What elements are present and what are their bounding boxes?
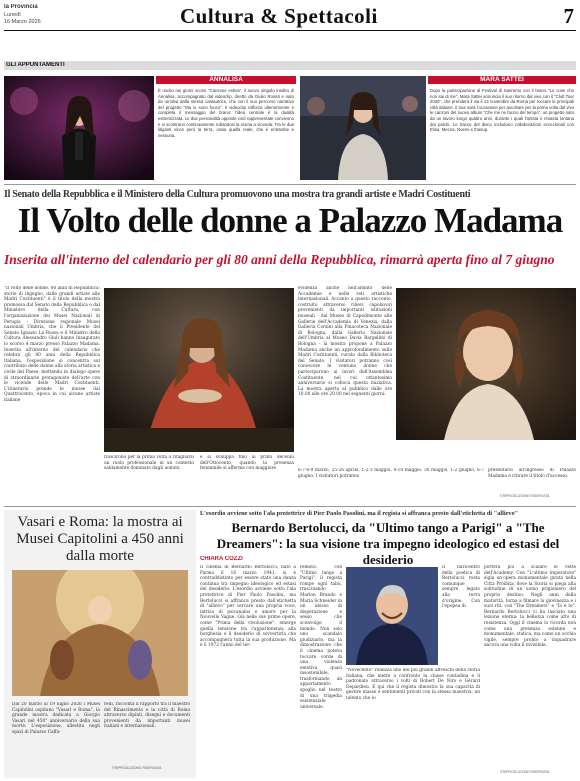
portrait-painting — [396, 288, 576, 440]
rule-mid — [4, 506, 576, 507]
annalisa-tag: ANNALISA — [156, 76, 296, 84]
bertolucci-col3a: Il baricentro della poetica di Bertolucci resta comunque sempre legato alla terra d'origine. Con l'epopea di — [442, 565, 480, 610]
vasari-col1: Dal 20 marzo al 19 luglio 2026 i Musei Capitolini ospitano "Vasari e Roma", la grande mostra dedicata a Giorgio Vasari nel 450° anniversario della sua morte. L'esposizione, allestita negli spazi di Palazzo Caffa- — [12, 702, 100, 735]
main-col1: "Il volto delle donne. 80 anni di Repubblica: storie di ingegno, dalle grandi artiste alle Madri Costituenti" è il titolo della mostra promossa dal Senato della Repubblica e dal Ministero della Cultura, con l'organizzazione dei Musei Nazionali di Perugia - Direzione regionale Musei nazionali Umbria, che il Presidente del Senato Ignazio La Russa e il Ministro della Cultura Alessandro Giuli hanno inaugurato lo scorso 4 marzo presso Palazzo Madama. Inserita all'interno del calendario che celebra gli 80 anni della Repubblica Italiana, l'esposizione si concentra sul contributo delle donne alla storia artistica e civile del Paese, mettendo in dialogo opere di straordinarie protagoniste dell'arte con le vicende delle Madri Costituenti. L'itinerario prende le mosse dal Quattrocento, epoca in cui alcune artiste italiane — [4, 286, 100, 403]
bertolucci-col1: Il cinema di Bernardo Bertolucci, nato a Parma il 16 marzo 1941, si è contraddistinto per essere stato una danza continua tra impegno ideologico ed estasi del desiderio. L'esordio avviene sotto l'ala protettrice di Pier Paolo Pasolini, ma Bertolucci si affranca presto dall'etichetta di "allievo" per cercare una propria voce, intrisa di psicanalisi e amore per la Nouvelle Vague. Già nelle sue prime opere, come "Prima della rivoluzione", emerge quella tensione tra l'appartenenza alla borghesia e il desiderio di sovvertirla che accompagnerà tutta la sua produzione. Ma è il 1972 l'anno del ter- — [200, 565, 296, 649]
main-col2a: riuscirono per la prima volta a ritagliarsi un ruolo professionale in un contesto saldamente dominato dagli uomini, — [104, 455, 194, 472]
magdalene-painting — [104, 288, 294, 452]
bertolucci-photo — [346, 567, 438, 665]
vasari-credit: ©RIPRODUZIONE RISERVATA — [112, 766, 162, 770]
main-subhead: Inserita all'interno del calendario per gli 80 anni della Repubblica, rimarrà aperta fino al 7 giugno — [4, 252, 555, 267]
masthead-rule — [4, 30, 576, 31]
page-number: 7 — [563, 4, 574, 28]
main-col2b: e si sviluppa fino ai primi decenni dell'Ottocento, quando la presenza femminile si afferma con maggiore — [200, 455, 294, 472]
masthead-date: 16 Marzo 2026 — [4, 19, 41, 25]
main-credit: ©RIPRODUZIONE RISERVATA — [500, 494, 550, 498]
agenda-label: GLI APPUNTAMENTI — [6, 62, 65, 68]
masthead-day: Lunedì — [4, 12, 21, 18]
bertolucci-col2: remoto: con "Ultimo tango a Parigi", il regista rompe ogni tabù, trascinando Marlon Brando e Maria Schneider in un abisso di disperazione e sesso che sconvolge il mondo. Non solo uno scandalo giudiziario, ma la dimostrazione che il cinema poteva toccare corde di una violenza emotiva quasi insostenibile, trasformando un appartamento spoglio nel teatro di una tragedia esistenziale universale. — [300, 565, 342, 710]
main-kicker: Il Senato della Repubblica e il Ministero della Cultura promuovono una mostra tra grandi artiste e Madri Costituenti — [4, 189, 471, 200]
bertolucci-col4: porterà poi a scalare le vette dell'Academy. Con "L'ultimo imperatore" sigla un'opera monumentale girata nella Città Proibita, dove la Storia si piega alla solitudine di un uomo prigioniero del proprio destino. Negli anni della maturità, torna a filmare la giovinezza e i suoi riti, con "The Dreamers" e "Io e te". Bernardo Bertolucci ci ha lasciato una lezione eterna: la bellezza come atto di resistenza. Oggi il cinema lo ricorda non come una presenza solenne e monumentale, statica, ma come un occhio vigile, sempre pronto a inquadrare ancora una volta il invisibile. — [484, 565, 576, 649]
mara-photo — [300, 76, 426, 180]
main-col3: evidenza anche nell'ambito delle Accademie e nelle reti artistiche internazionali. Accanto a questo racconto, costruito attraverso rilievi capolavori provenienti da importanti istituzioni museali - dal Museo di Capodimonte alle Gallerie dell'Accademia di Venezia, dalla Galleria Corsini alla Pinacoteca Nazionale di Bologna, dalla Galleria Nazionale dell'Umbria al Museo Davia Bargellini di Bologna - la mostra propone a Palazzo Madama anche un approfondimento sulle Madri Costituenti, curato dalla Biblioteca del Senato. I visitatori potranno così conoscere le ventuno donne che parteciparono ai lavori dell'Assemblea Costituente, nel cui ottantesimo anniversario si colloca questa iniziativa. La mostra aperta al pubblico dalle ore 10.00 alle ore 20.00 nei seguenti giorni: — [298, 286, 392, 398]
annalisa-photo — [4, 76, 154, 180]
main-col5: presentarsi all'ingresso di Palazzo Madama e ritirare il titolo d'accesso. — [488, 468, 576, 479]
bertolucci-headline: Bernardo Bertolucci, da "Ultimo tango a Parigi" a "The Dreamers": la sua visione tra impegno ideologico ed estasi del desiderio — [216, 520, 560, 567]
vasari-painting — [12, 570, 188, 696]
section-title: Cultura & Spettacoli — [180, 4, 378, 28]
mara-text: Dopo la partecipazione al Festival di Sanremo con il brano "Le cose che non sai di me", Mara Sattei annuncia il suo ritorno dal vivo con il "Club Tour 2026", che prenderà il via il 13 novembre da Roma per toccare le principali città italiane. Il tour sarà l'occasione per ascoltare per la prima volta dal vivo le canzoni del nuovo album "Che me ne faccio del tempo", un progetto nato da un lavoro lungo quattro anni, durante i quali l'artista è rimasta lontana dai palchi. Le tracce del disco includono collaborazioni eccezionali con Elisa, Mecna, Noemi e thasup. — [430, 88, 574, 133]
annalisa-text: È uscito nei giorni scorsi "Canzone estiva", il nuovo singolo inedito di Annalisa, accompagnato dal videoclip, diretto da Giulio Rosati e nato da un'idea dalla stessa cantautrice, che con il suo percorso narrativo del progetto "Ma io sono fuoco". Il videoclip rafforza ulteriormente e completa il messaggio del brano: l'idea centrale è la dualità estremizzata. Le due personalità opposte così rappresentate convivono e si scontrano continuamente rubandosi la scena a vicenda. Tra le due litiganti vince però la terra, ossia quella reale, che è entrambe e nessuna. — [158, 88, 294, 138]
bertolucci-col3b: "Novecento" realizza uno dei più grandi affreschi della storia italiana, che mette a confronto la classe contadina e il padronato attraverso i volti di Robert De Niro e Gérard Depardieu. E qui che il regista dimostra la sua capacità di gestire masse e sentimenti privati con la stessa maestria, un talento che lo — [346, 668, 480, 701]
main-col4: 6-7-8-9 marzo, 25-26 aprile, 1-2-3 maggio, 9-10 maggio, 30 maggio, 1-2 giugno, 6-7 giugno. I visitatori potranno — [298, 468, 484, 479]
bertolucci-byline: CHIARA COZZI — [200, 556, 243, 562]
bertolucci-kicker: L'esordio avviene sotto l'ala protettrice di Pier Paolo Pasolini, ma il regista si affranca presto dall'etichetta di "allievo" — [200, 510, 519, 517]
masthead-paper: la Provincia — [4, 4, 38, 10]
bertolucci-credit: ©RIPRODUZIONE RISERVATA — [500, 770, 550, 774]
main-headline: Il Volto delle donne a Palazzo Madama — [17, 201, 563, 240]
mara-tag: MARA SATTEI — [428, 76, 576, 84]
vasari-headline: Vasari e Roma: la mostra ai Musei Capitolini a 450 anni dalla morte — [16, 514, 184, 564]
vasari-col2: relli, racconta il rapporto tra il maestro del Rinascimento e la città di Roma attraverso dipinti, disegni e documenti provenienti da importanti musei italiani e internazionali. — [104, 702, 190, 730]
rule-top — [4, 184, 576, 185]
